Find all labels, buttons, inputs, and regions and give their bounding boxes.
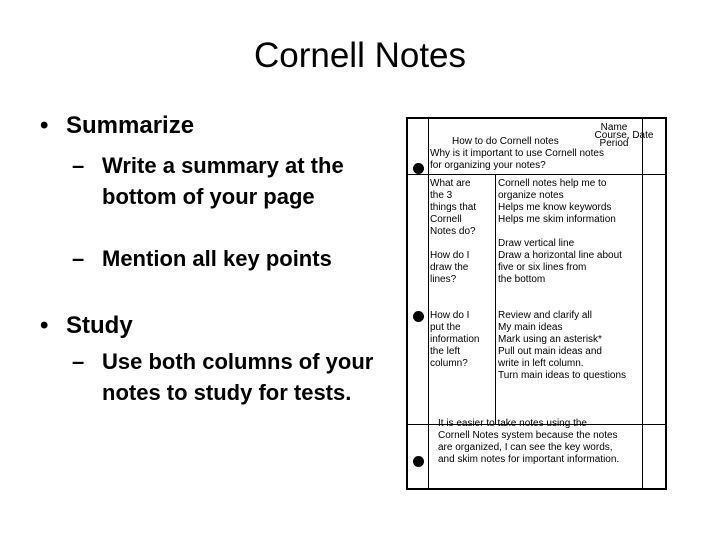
dash-marker: – <box>72 153 85 178</box>
summary-line: It is easier to take notes using the <box>438 418 587 429</box>
sub-bullet-text: Write a summary at the bottom of your page <box>102 153 344 209</box>
cue-line: Notes do? <box>430 226 476 237</box>
course-date-label: Course, Date <box>594 130 654 141</box>
period-label: Period <box>599 138 629 149</box>
notes-2 <box>498 238 622 286</box>
sub-bullet-write-summary <box>72 150 382 212</box>
question-line: for organizing your notes? <box>430 160 546 171</box>
note-line: Turn main ideas to questions <box>498 370 627 381</box>
bullet-label: Summarize <box>66 112 195 139</box>
cue-line: information <box>430 334 480 345</box>
cue-line: column? <box>430 358 468 369</box>
note-line: Mark using an asterisk* <box>498 334 602 345</box>
note-line: five or six lines from <box>498 262 587 273</box>
cue-line: the 3 <box>430 190 453 201</box>
cue-line: lines? <box>430 274 457 285</box>
cue-column-divider <box>495 174 496 425</box>
cue-line: How do I <box>430 250 470 261</box>
note-line: Cornell notes help me to <box>498 178 607 189</box>
question-line: Why is it important to use Cornell notes <box>430 148 604 159</box>
note-line: write in left column. <box>498 358 584 369</box>
bullet-marker: • <box>40 112 49 139</box>
cue-question-1 <box>430 178 476 238</box>
summary-block <box>438 418 619 466</box>
note-line: Helps me know keywords <box>498 202 612 213</box>
note-line: Pull out main ideas and <box>498 346 602 357</box>
summary-line: Cornell Notes system because the notes <box>438 430 618 441</box>
cue-line: the left <box>430 346 461 357</box>
essential-question <box>430 148 604 172</box>
slide-title: Cornell Notes <box>253 36 467 75</box>
bullet-label: Study <box>66 312 133 339</box>
bullet-summarize <box>40 112 194 140</box>
note-line: Helps me skim information <box>498 214 616 225</box>
cue-line: put the <box>430 322 461 333</box>
note-line: My main ideas <box>498 322 563 333</box>
sub-bullet-both-columns <box>72 346 382 408</box>
cue-line: things that <box>430 202 477 213</box>
bullet-marker: • <box>40 312 49 339</box>
cue-line: How do I <box>430 310 470 321</box>
summary-line: and skim notes for important information. <box>438 454 620 465</box>
note-line: Draw a horizontal line about <box>498 250 622 261</box>
notes-3 <box>498 310 626 382</box>
dash-marker: – <box>72 349 85 374</box>
note-line: organize notes <box>498 190 564 201</box>
cue-line: Cornell <box>430 214 462 225</box>
cue-question-2 <box>430 250 469 286</box>
note-line: Draw vertical line <box>498 238 575 249</box>
cue-line: draw the <box>430 262 469 273</box>
cue-line: What are <box>430 178 471 189</box>
cornell-notes-sheet <box>406 117 667 490</box>
notes-1 <box>498 178 616 226</box>
sub-bullet-text: Mention all key points <box>102 246 332 271</box>
sub-bullet-key-points <box>72 243 382 274</box>
bullet-study <box>40 312 133 340</box>
note-line: the bottom <box>498 274 546 285</box>
sub-bullet-text: Use both columns of your notes to study for tests. <box>102 349 374 405</box>
name-label: Name <box>600 122 628 133</box>
dash-marker: – <box>72 246 85 271</box>
sheet-heading: How to do Cornell notes <box>452 136 559 147</box>
summary-line: are organized, I can see the key words, <box>438 442 613 453</box>
cue-question-3 <box>430 310 479 370</box>
header-divider <box>408 174 665 175</box>
note-line: Review and clarify all <box>498 310 592 321</box>
